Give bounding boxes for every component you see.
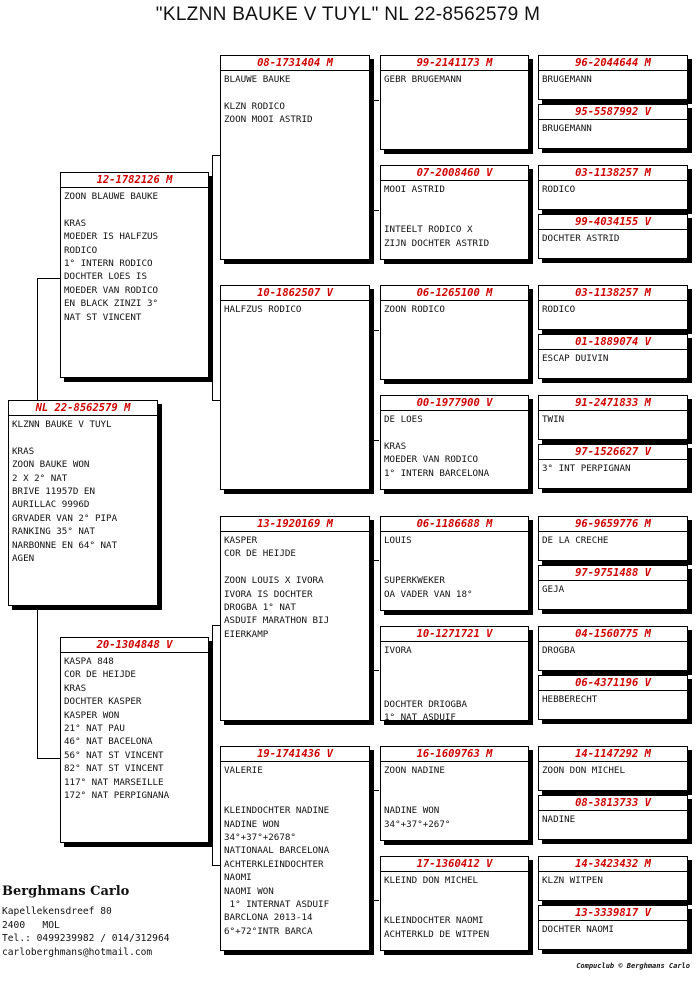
pigeon-details: BRUGEMANN	[542, 74, 592, 85]
ancestor-card[interactable]	[538, 285, 688, 330]
ancestor-card[interactable]	[538, 516, 688, 561]
ring-number: 96-9659776 M	[539, 517, 687, 532]
connector	[212, 625, 213, 865]
grandparent-card[interactable]	[220, 516, 370, 721]
ring-number: 03-1138257 M	[539, 286, 687, 301]
ancestor-card[interactable]	[538, 626, 688, 671]
ancestor-card[interactable]	[538, 334, 688, 379]
connector	[532, 75, 533, 125]
connector	[373, 330, 374, 440]
pigeon-details: TWIN	[542, 414, 565, 425]
pigeon-details: LOUIS SUPERKWEKER OA VADER VAN 18°	[384, 535, 473, 600]
ring-number: 06-4371196 V	[539, 676, 687, 691]
pigeon-details: IVORA DOCHTER DRIOGBA 1° NAT ASDUIF	[384, 645, 467, 724]
connector	[373, 210, 379, 211]
owner-name: Berghmans Carlo	[2, 884, 130, 899]
pigeon-details: ESCAP DUIVIN	[542, 353, 609, 364]
pigeon-details: KASPER COR DE HEIJDE ZOON LOUIS X IVORA IVORA IS DOCHTER DROGBA 1° NAT ASDUIF MARATHON BIJ EIERKAMP	[224, 535, 330, 640]
connector	[532, 415, 533, 465]
connector	[373, 100, 379, 101]
ancestor-card[interactable]	[538, 395, 688, 440]
connector	[37, 606, 38, 758]
ring-number: 06-1265100 M	[381, 286, 528, 301]
pigeon-details: HALFZUS RODICO	[224, 304, 302, 315]
ring-number: 16-1609763 M	[381, 747, 528, 762]
great-grandparent-card[interactable]	[380, 395, 529, 490]
subject-card[interactable]	[8, 400, 158, 606]
ring-number: 14-1147292 M	[539, 747, 687, 762]
pigeon-details: KLZN WITPEN	[542, 875, 603, 886]
pigeon-details: 3° INT PERPIGNAN	[542, 463, 631, 474]
ring-number: 19-1741436 V	[221, 747, 369, 762]
pigeon-details: KLEIND DON MICHEL KLEINDOCHTER NAOMI ACHTERKLD DE WITPEN	[384, 875, 490, 940]
great-grandparent-card[interactable]	[380, 746, 529, 841]
ring-number: 97-9751488 V	[539, 566, 687, 581]
pigeon-details: RODICO	[542, 184, 576, 195]
ring-number: 20-1304848 V	[61, 638, 208, 653]
pigeon-details: HEBBERECHT	[542, 694, 598, 705]
pigeon-details: KASPA 848 COR DE HEIJDE KRAS DOCHTER KASPER KASPER WON 21° NAT PAU 46° NAT BACELONA 56° NAT ST VINCENT 82° NAT ST VINCENT 117° NAT MARSEILLE 172° NAT PERPIGNANA	[64, 656, 170, 802]
pigeon-details: DE LA CRECHE	[542, 535, 609, 546]
pigeon-details: DE LOES KRAS MOEDER VAN RODICO 1° INTERN BARCELONA	[384, 414, 490, 479]
footer-credit: Compuclub © Berghmans Carlo	[576, 962, 690, 970]
ancestor-card[interactable]	[538, 214, 688, 259]
ancestor-card[interactable]	[538, 165, 688, 210]
pigeon-details: ZOON RODICO	[384, 304, 445, 315]
pigeon-details: ZOON BLAUWE BAUKE KRAS MOEDER IS HALFZUS RODICO 1° INTERN RODICO DOCHTER LOES IS MOEDER VAN RODICO EN BLACK ZINZI 3° NAT ST VINCENT	[64, 191, 159, 323]
ancestor-card[interactable]	[538, 675, 688, 720]
ring-number: 04-1560775 M	[539, 627, 687, 642]
connector	[373, 900, 379, 901]
grandparent-card[interactable]	[220, 746, 370, 951]
connector	[212, 400, 220, 401]
ring-number: 10-1271721 V	[381, 627, 528, 642]
pigeon-details: MOOI ASTRID INTEELT RODICO X ZIJN DOCHTER ASTRID	[384, 184, 490, 249]
pigeon-details: DROGBA	[542, 645, 576, 656]
ring-number: 12-1782126 M	[61, 173, 208, 188]
connector	[212, 865, 220, 866]
ring-number: 99-4034155 V	[539, 215, 687, 230]
ring-number: 96-2044644 M	[539, 56, 687, 71]
ancestor-card[interactable]	[538, 856, 688, 901]
connector	[373, 100, 374, 210]
ring-number: 10-1862507 V	[221, 286, 369, 301]
grandparent-card[interactable]	[220, 55, 370, 260]
ring-number: 03-1138257 M	[539, 166, 687, 181]
connector	[532, 765, 533, 815]
connector	[37, 278, 38, 400]
owner-city: 2400 MOL	[2, 919, 60, 931]
pigeon-details: GEBR BRUGEMANN	[384, 74, 462, 85]
pigeon-details: ZOON NADINE NADINE WON 34°+37°+267°	[384, 765, 451, 830]
owner-phone: Tel.: 0499239982 / 014/312964	[2, 933, 170, 944]
ring-number: 91-2471833 M	[539, 396, 687, 411]
ancestor-card[interactable]	[538, 905, 688, 950]
ancestor-card[interactable]	[538, 55, 688, 100]
great-grandparent-card[interactable]	[380, 285, 529, 380]
pigeon-details: NADINE	[542, 814, 576, 825]
ring-number: 14-3423432 M	[539, 857, 687, 872]
connector	[373, 330, 379, 331]
ancestor-card[interactable]	[538, 746, 688, 791]
owner-contact	[2, 884, 170, 959]
connector	[373, 790, 379, 791]
ancestor-card[interactable]	[538, 444, 688, 489]
pigeon-details: ZOON DON MICHEL	[542, 765, 625, 776]
ring-number: 08-1731404 M	[221, 56, 369, 71]
ring-number: 01-1889074 V	[539, 335, 687, 350]
connector	[373, 560, 379, 561]
connector	[373, 560, 374, 670]
connector	[532, 305, 533, 355]
connector	[212, 155, 213, 400]
great-grandparent-card[interactable]	[380, 856, 529, 951]
pigeon-details: VALERIE KLEINDOCHTER NADINE NADINE WON 34°+37°+2678° NATIONAAL BARCELONA ACHTERKLEINDOCHTER NAOMI NAOMI WON 1° INTERNAT ASDUIF BARCLONA 2013-14 6°+72°INTR BARCA	[224, 765, 330, 937]
connector	[37, 278, 60, 279]
connector	[212, 155, 220, 156]
grandparent-card[interactable]	[220, 285, 370, 490]
ancestor-card[interactable]	[538, 565, 688, 610]
pigeon-details: RODICO	[542, 304, 576, 315]
sire-card[interactable]	[60, 172, 209, 378]
owner-street: Kapellekensdreef 80	[2, 906, 112, 917]
great-grandparent-card[interactable]	[380, 55, 529, 150]
ring-number: 13-3339817 V	[539, 906, 687, 921]
connector	[532, 185, 533, 235]
great-grandparent-card[interactable]	[380, 165, 529, 260]
pigeon-details: BRUGEMANN	[542, 123, 592, 134]
connector	[37, 758, 60, 759]
ring-number: 07-2008460 V	[381, 166, 528, 181]
connector	[532, 645, 533, 695]
pigeon-details: DOCHTER NAOMI	[542, 924, 614, 935]
ring-number: 08-3813733 V	[539, 796, 687, 811]
connector	[373, 790, 374, 900]
connector	[373, 440, 379, 441]
page-title: "KLZNN BAUKE V TUYL" NL 22-8562579 M	[155, 4, 541, 25]
connector	[373, 670, 379, 671]
pigeon-details: KLZNN BAUKE V TUYL KRAS ZOON BAUKE WON 2 X 2° NAT BRIVE 11957D EN AURILLAC 9996D GRVADER VAN 2° PIPA RANKING 35° NAT NARBONNE EN 64° NAT AGEN	[12, 419, 118, 565]
dam-card[interactable]	[60, 637, 209, 843]
ring-number: 95-5587992 V	[539, 105, 687, 120]
ancestor-card[interactable]	[538, 104, 688, 149]
pigeon-details: GEJA	[542, 584, 565, 595]
connector	[532, 875, 533, 925]
ancestor-card[interactable]	[538, 795, 688, 840]
ring-number: 97-1526627 V	[539, 445, 687, 460]
great-grandparent-card[interactable]	[380, 516, 529, 611]
pigeon-details: DOCHTER ASTRID	[542, 233, 620, 244]
ring-number: 06-1186688 M	[381, 517, 528, 532]
ring-number: 13-1920169 M	[221, 517, 369, 532]
ring-number: NL 22-8562579 M	[9, 401, 157, 416]
connector	[212, 625, 220, 626]
ring-number: 17-1360412 V	[381, 857, 528, 872]
ring-number: 00-1977900 V	[381, 396, 528, 411]
great-grandparent-card[interactable]	[380, 626, 529, 724]
owner-email[interactable]: carloberghmans@hotmail.com	[2, 946, 153, 958]
ring-number: 99-2141173 M	[381, 56, 528, 71]
pigeon-details: BLAUWE BAUKE KLZN RODICO ZOON MOOI ASTRID	[224, 74, 313, 126]
connector	[532, 535, 533, 585]
